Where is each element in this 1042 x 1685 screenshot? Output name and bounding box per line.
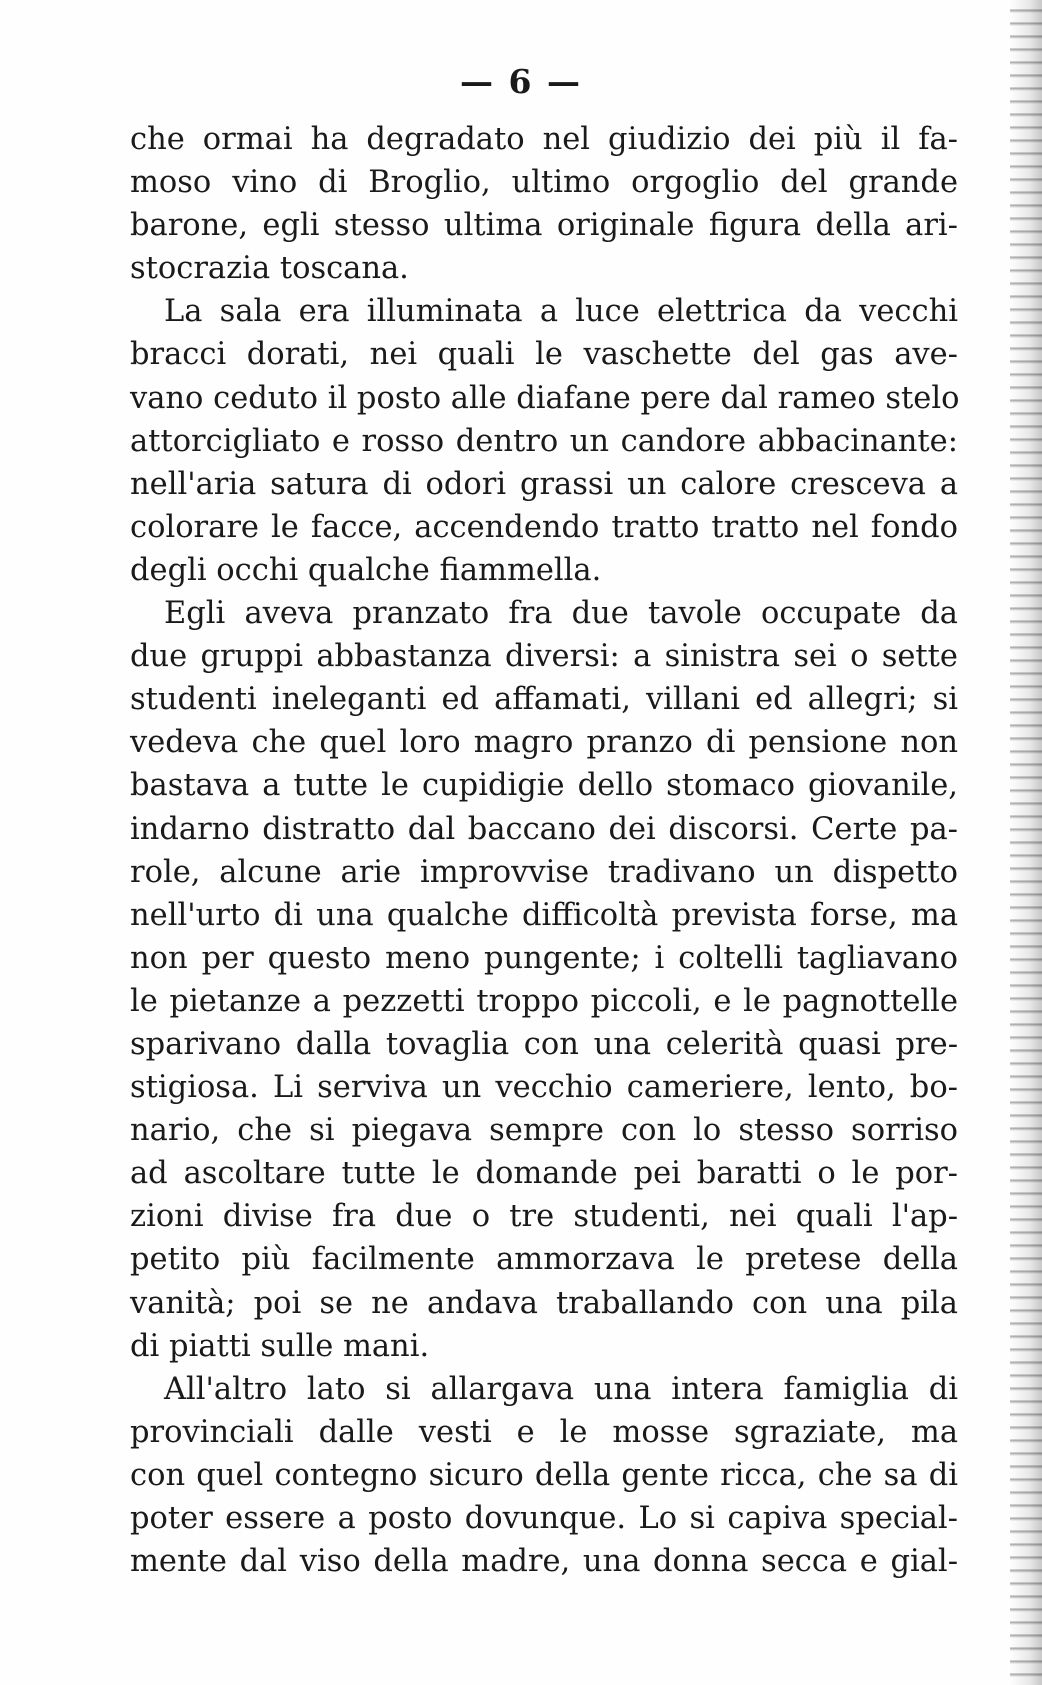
text-line: colorare le facce, accendendo tratto tratto nel fondo — [130, 509, 958, 545]
page-number: — 6 — — [460, 62, 582, 101]
text-line: Egli aveva pranzato fra due tavole occupate da — [164, 596, 958, 632]
page-edge-shadow — [1010, 0, 1042, 1685]
text-line: nario, che si piegava sempre con lo stesso sorriso — [130, 1113, 958, 1149]
text-line: bracci dorati, nei quali le vaschette del gas ave- — [130, 337, 958, 373]
text-line: due gruppi abbastanza diversi: a sinistra sei o sette — [130, 639, 958, 675]
text-line: degli occhi qualche fiammella. — [130, 552, 602, 588]
text-line: ad ascoltare tutte le domande pei baratti o le por- — [130, 1156, 958, 1192]
text-line: barone, egli stesso ultima originale figura della ari- — [130, 208, 958, 244]
text-line: non per questo meno pungente; i coltelli tagliavano — [130, 940, 958, 976]
text-line: che ormai ha degradato nel giudizio dei più il fa- — [130, 122, 958, 157]
text-line: sparivano dalla tovaglia con una celerità quasi pre- — [130, 1026, 958, 1062]
text-line: di piatti sulle mani. — [130, 1328, 430, 1364]
text-line: vano ceduto il posto alle diafane pere dal rameo stelo — [130, 380, 960, 416]
text-line: role, alcune arie improvvise tradivano un dispetto — [130, 854, 958, 890]
text-line: stocrazia toscana. — [130, 251, 409, 287]
body-text — [130, 118, 958, 1583]
text-line: con quel contegno sicuro della gente ricca, che sa di — [130, 1457, 958, 1493]
text-line: vedeva che quel loro magro pranzo di pensione non — [130, 725, 958, 761]
text-line: nell'aria satura di odori grassi un calore cresceva a — [130, 466, 958, 502]
text-line: moso vino di Broglio, ultimo orgoglio del grande — [130, 165, 958, 201]
text-line: studenti ineleganti ed affamati, villani ed allegri; si — [130, 682, 958, 718]
text-line: La sala era illuminata a luce elettrica da vecchi — [164, 294, 958, 330]
text-line: stigiosa. Li serviva un vecchio cameriere, lento, bo- — [130, 1070, 958, 1106]
text-line: attorcigliato e rosso dentro un candore abbacinante: — [130, 423, 958, 459]
text-line: All'altro lato si allargava una intera famiglia di — [164, 1371, 958, 1407]
text-line: nell'urto di una qualche difficoltà prevista forse, ma — [130, 897, 958, 933]
text-line: bastava a tutte le cupidigie dello stomaco giovanile, — [130, 768, 958, 804]
text-line: mente dal viso della madre, una donna secca e gial- — [130, 1544, 958, 1580]
text-line: indarno distratto dal baccano dei discorsi. Certe pa- — [130, 811, 958, 847]
text-line: provinciali dalle vesti e le mosse sgraziate, ma — [130, 1414, 958, 1450]
text-line: petito più facilmente ammorzava le pretese della — [130, 1242, 958, 1278]
text-line: zioni divise fra due o tre studenti, nei quali l'ap- — [130, 1199, 958, 1235]
text-line: poter essere a posto dovunque. Lo si capiva special- — [130, 1501, 958, 1536]
text-line: vanità; poi se ne andava traballando con una pila — [130, 1285, 958, 1321]
text-line: le pietanze a pezzetti troppo piccoli, e le pagnottelle — [130, 983, 958, 1019]
